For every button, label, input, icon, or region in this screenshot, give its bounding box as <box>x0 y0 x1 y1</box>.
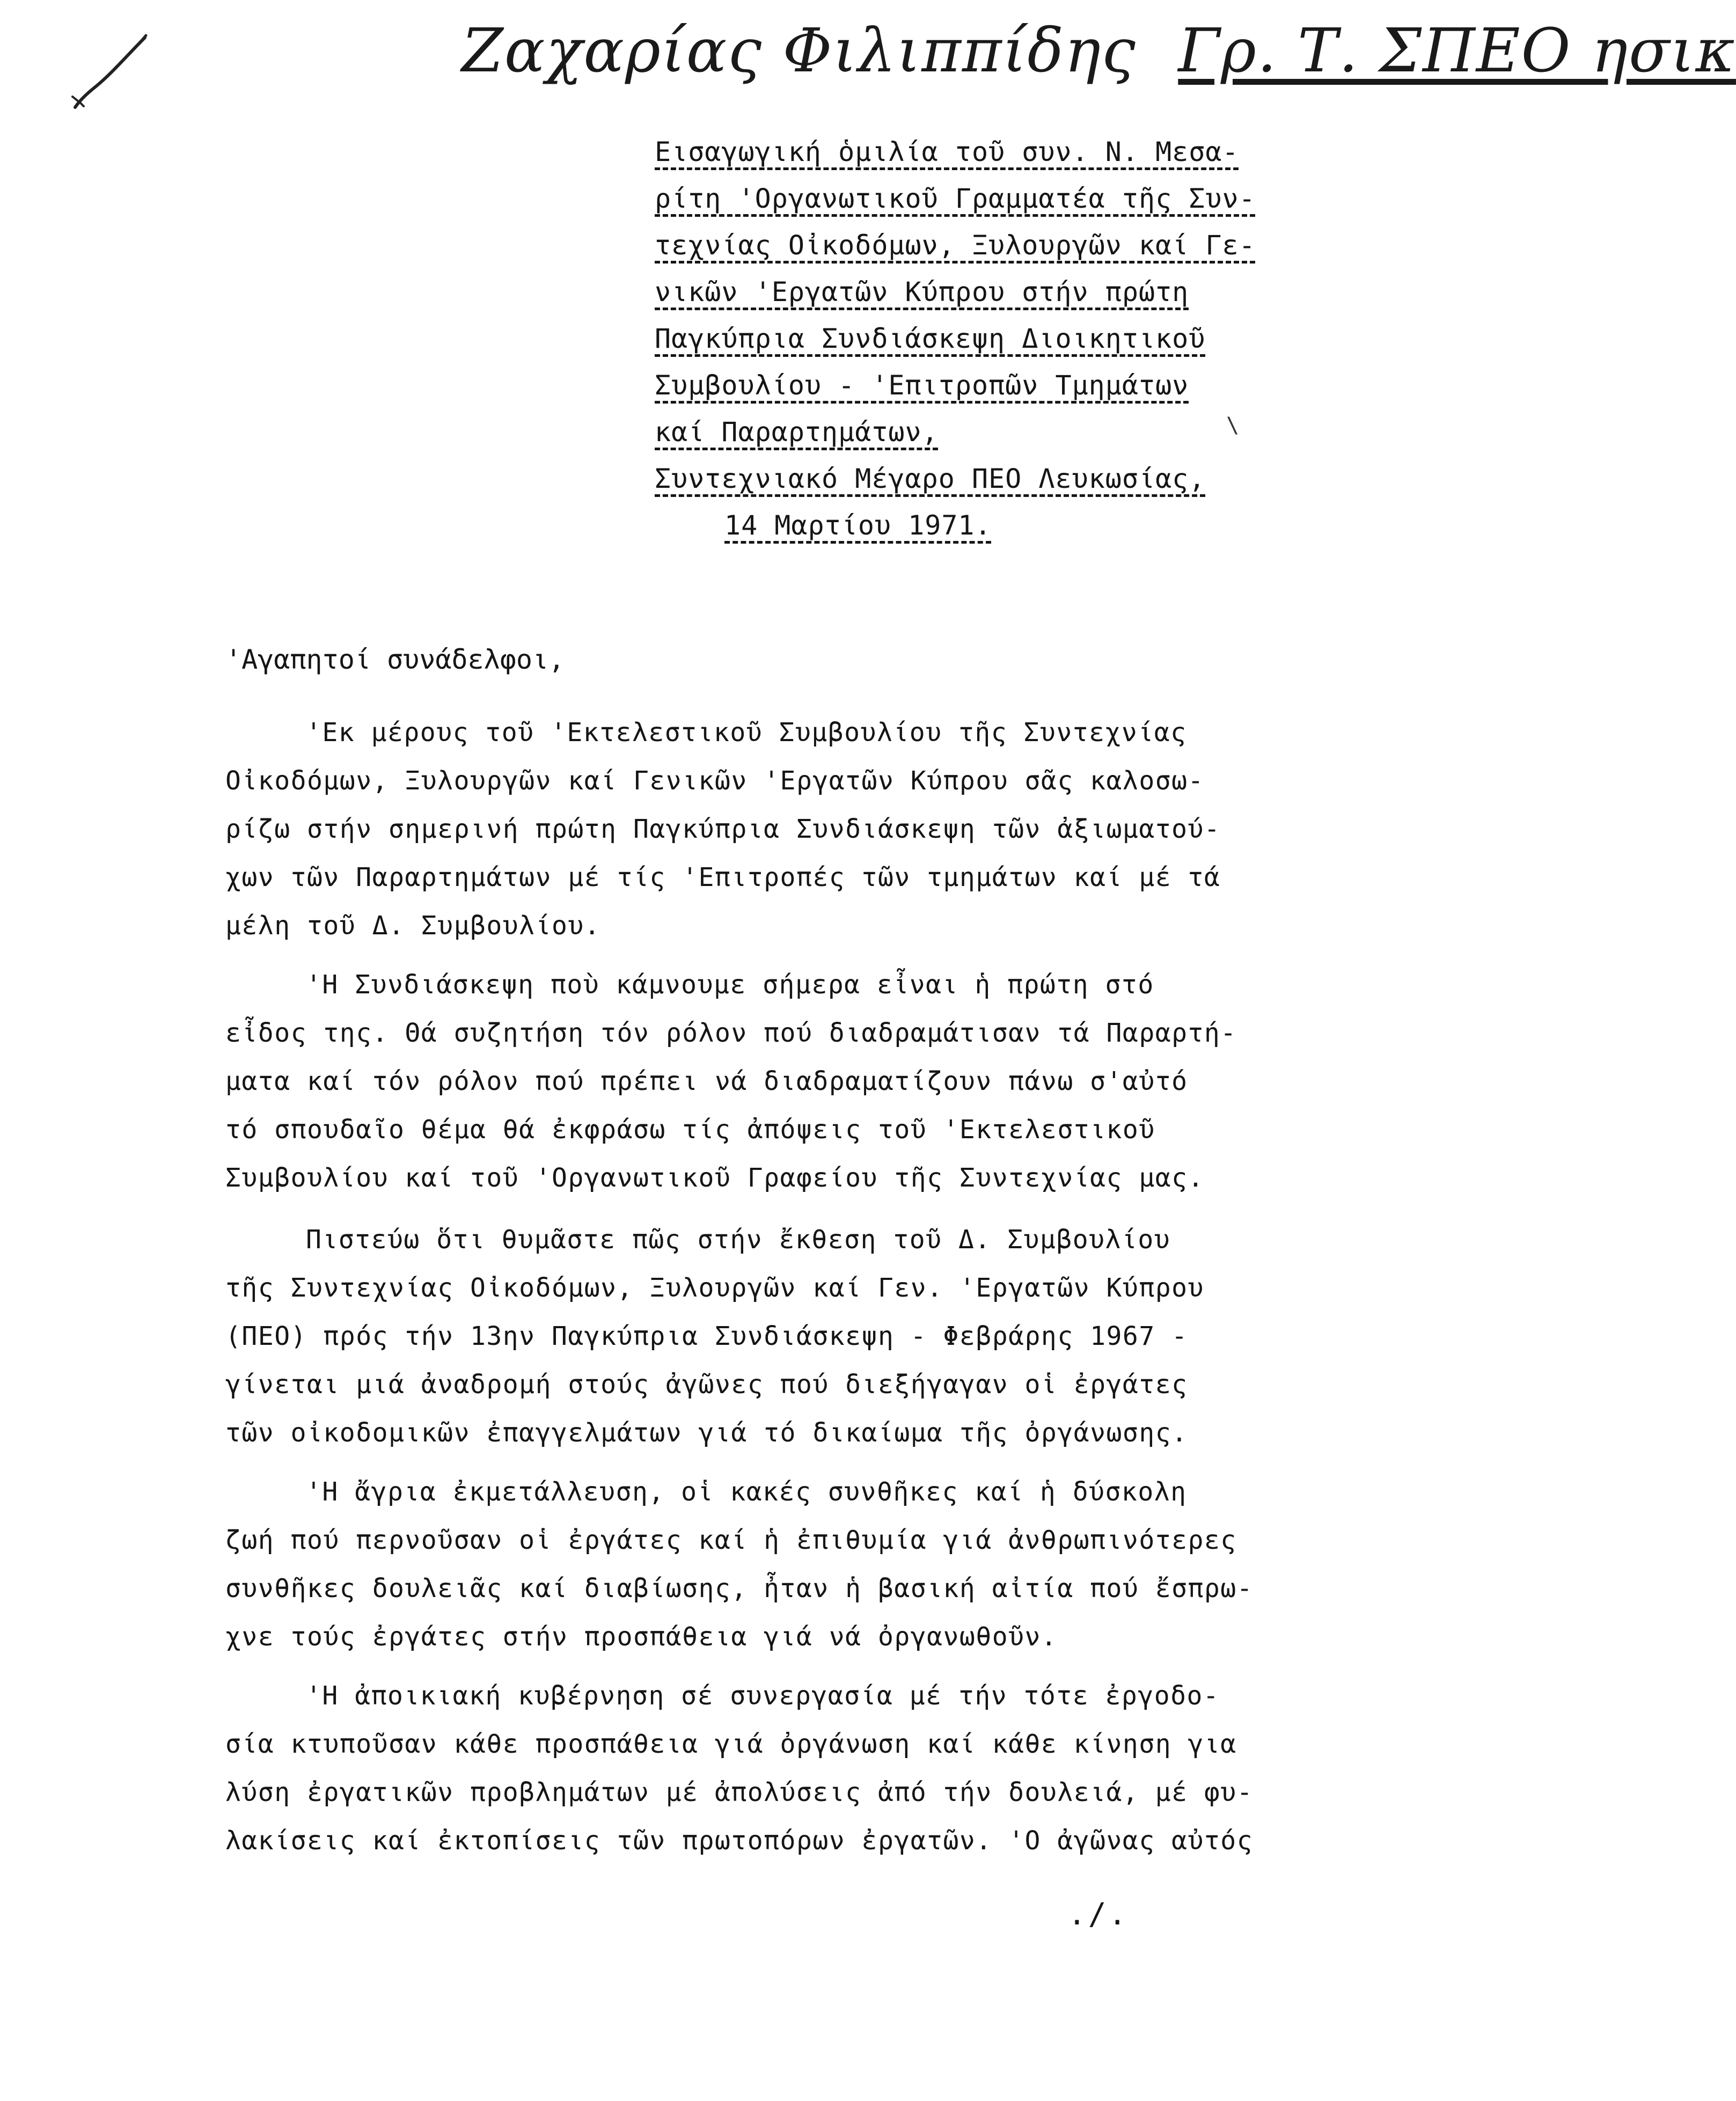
paragraph-line: τῶν οἰκοδομικῶν ἐπαγγελμάτων γιά τό δικαίωμα τῆς ὀργάνωσης. <box>225 1418 1188 1448</box>
paragraph-line: Οἰκοδόμων, Ξυλουργῶν καί Γενικῶν 'Εργατῶν Κύπρου σᾶς καλοσω- <box>225 766 1204 796</box>
paragraph-line: τό σπουδαῖο θέμα θά ἐκφράσω τίς ἀπόψεις τοῦ 'Εκτελεστικοῦ <box>225 1115 1155 1145</box>
paragraph-line: 'Η ἀποικιακή κυβέρνηση σέ συνεργασία μέ τήν τότε ἐργοδο- <box>306 1681 1220 1711</box>
paragraph-line: εἶδος της. Θά συζητήση τόν ρόλον πού διαδραμάτισαν τά Παραρτή- <box>225 1018 1237 1048</box>
body-paragraph <box>225 1468 1272 1661</box>
paragraph-line: χων τῶν Παραρτημάτων μέ τίς 'Επιτροπές τῶν τμημάτων καί μέ τά <box>225 862 1221 892</box>
salutation: 'Αγαπητοί συνάδελφοι, <box>225 644 565 675</box>
paragraph-line: ρίζω στήν σημερινή πρώτη Παγκύπρια Συνδιάσκεψη τῶν ἀξιωματού- <box>225 814 1221 844</box>
paragraph-line: χνε τούς ἐργάτες στήν προσπάθεια γιά νά ὀργανωθοῦν. <box>225 1622 1058 1652</box>
paragraph-line: Συμβουλίου καί τοῦ 'Οργανωτικοῦ Γραφείου τῆς Συντεχνίας μας. <box>225 1163 1204 1193</box>
handwritten-note <box>462 16 1736 86</box>
paragraph-line: σία κτυποῦσαν κάθε προσπάθεια γιά ὀργάνωση καί κάθε κίνηση για <box>225 1729 1237 1759</box>
header-line: νικῶν 'Εργατῶν Κύπρου στήν πρώτη <box>655 276 1189 308</box>
body-paragraph <box>225 1216 1272 1457</box>
body-paragraph <box>225 1672 1272 1865</box>
header-line: ρίτη 'Οργανωτικοῦ Γραμματέα τῆς Συν- <box>655 183 1256 214</box>
paragraph-line: τῆς Συντεχνίας Οἰκοδόμων, Ξυλουργῶν καί Γεν. 'Εργατῶν Κύπρου <box>225 1273 1204 1303</box>
paragraph-line: συνθῆκες δουλειᾶς καί διαβίωσης, ἦταν ἡ βασική αἰτία πού ἔσπρω- <box>225 1573 1254 1604</box>
paragraph-line: μέλη τοῦ Δ. Συμβουλίου. <box>225 911 601 941</box>
handwritten-name: Ζαχαρίας Φιλιππίδης <box>462 16 1137 86</box>
header-date: 14 Μαρτίου 1971. <box>724 510 992 541</box>
handwritten-reference: Γρ. Τ. ΣΠΕΟ ησικ <box>1178 16 1736 86</box>
paragraph-line: λακίσεις καί ἐκτοπίσεις τῶν πρωτοπόρων ἐργατῶν. 'Ο ἀγῶνας αὐτός <box>225 1826 1254 1856</box>
header-line: Συμβουλίου - 'Επιτροπῶν Τμημάτων <box>655 370 1189 401</box>
continuation-marker: ./. <box>1068 1897 1129 1932</box>
paragraph-line: (ΠΕΟ) πρός τήν 13ην Παγκύπρια Συνδιάσκεψη - Φεβράρης 1967 - <box>225 1321 1188 1351</box>
paragraph-line: 'Η Συνδιάσκεψη ποὺ κάμνουμε σήμερα εἶναι ἡ πρώτη στό <box>306 970 1154 1000</box>
header-line: Συντεχνιακό Μέγαρο ΠΕΟ Λευκωσίας, <box>655 463 1206 494</box>
paragraph-line: ματα καί τόν ρόλον πού πρέπει νά διαδραματίζουν πάνω σ'αὐτό <box>225 1066 1188 1096</box>
margin-mark: \ <box>1226 413 1240 438</box>
header-line: Εισαγωγική ὁμιλία τοῦ συν. Ν. Μεσα- <box>655 136 1239 167</box>
paragraph-line: γίνεται μιά ἀναδρομή στούς ἀγῶνες πού διεξήγαγαν οἱ ἐργάτες <box>225 1370 1188 1400</box>
header-line: Παγκύπρια Συνδιάσκεψη Διοικητικοῦ <box>655 323 1206 354</box>
header-line: τεχνίας Οἰκοδόμων, Ξυλουργῶν καί Γε- <box>655 230 1256 261</box>
paragraph-line: Πιστεύω ὅτι θυμᾶστε πῶς στήν ἔκθεση τοῦ Δ. Συμβουλίου <box>306 1225 1171 1255</box>
paragraph-line: ζωή πού περνοῦσαν οἱ ἐργάτες καί ἡ ἐπιθυμία γιά ἀνθρωπινότερες <box>225 1525 1237 1555</box>
paragraph-line: λύση ἐργατικῶν προβλημάτων μέ ἀπολύσεις ἀπό τήν δουλειά, μέ φυ- <box>225 1777 1254 1807</box>
paragraph-line: 'Εκ μέρους τοῦ 'Εκτελεστικοῦ Συμβουλίου τῆς Συντεχνίας <box>306 718 1187 748</box>
body-paragraph <box>225 708 1272 950</box>
header-line: καί Παραρτημάτων, <box>655 416 939 448</box>
paragraph-line: 'Η ἄγρια ἐκμετάλλευση, οἱ κακές συνθῆκες καί ἡ δύσκολη <box>306 1477 1187 1507</box>
body-paragraph <box>225 961 1272 1202</box>
speech-header <box>655 129 1266 549</box>
pen-stroke-icon <box>64 27 156 118</box>
